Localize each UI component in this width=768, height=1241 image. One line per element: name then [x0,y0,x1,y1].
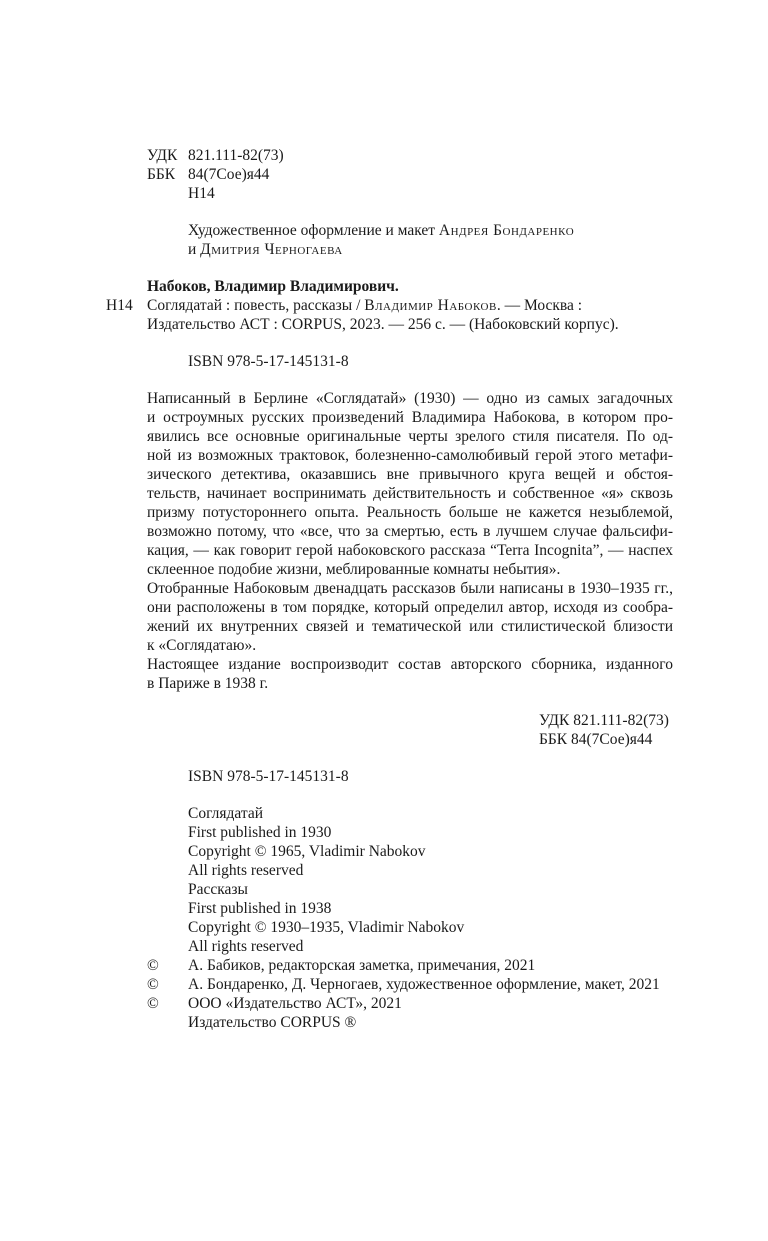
annotation-line: зического детектива, оказавшись вне привычного круга вещей и обстоя- [147,466,673,483]
annotation-p2-line: Отобранные Набоковым двенадцать рассказов были написаны в 1930–1935 гг., [147,580,673,597]
annotation-line: тельств, начинает воспринимать действительность и собственное «я» сквозь [147,485,673,502]
copyright-text: А. Бондаренко, Д. Черногаев, художественное оформление, макет, 2021 [188,976,660,993]
design-credit-prefix2: и [188,241,201,258]
udk-label: УДК [147,147,178,164]
annotation-line: и остроумных русских произведений Владимира Набокова, в котором про- [147,409,673,426]
annotation-line: явились все основные оригинальные черты зрелого стиля писателя. По од- [147,428,673,445]
rights-line: Соглядатай [188,805,264,822]
annotation-line: кация, — как говорит герой набоковского рассказа “Terra Incognita”, — наспех [147,542,673,559]
copyright-text: ООО «Издательство АСТ», 2021 [188,995,402,1012]
udk-right: УДК 821.111-82(73) [539,712,669,729]
designer-name-2: Дмитрия Черногаева [200,241,343,258]
copyright-text: А. Бабиков, редакторская заметка, примечания, 2021 [188,957,536,974]
design-credit-line2 [188,240,343,259]
annotation-line: ной из возможных трактовок, болезненно-самолюбивый герой этого метафи- [147,447,673,464]
author-heading: Набоков, Владимир Владимирович. [147,278,399,295]
annotation-p2-line: жений их внутренних связей и тематической или стилистической близости [147,618,673,635]
isbn-top: ISBN 978-5-17-145131-8 [188,353,349,370]
copyright-symbol: © [147,957,159,974]
biblio-title: Соглядатай : повесть, рассказы / [147,297,365,314]
author-mark: Н14 [188,185,215,202]
rights-line: First published in 1938 [188,900,332,917]
design-credit-prefix: Художественное оформление и макет [188,222,439,239]
design-credit-line1 [188,221,574,240]
biblio-line2: Издательство АСТ : CORPUS, 2023. — 256 с. — (Набоковский корпус). [147,316,619,333]
copyright-symbol: © [147,995,159,1012]
rights-line: Рассказы [188,881,248,898]
rights-line: All rights reserved [188,938,304,955]
annotation-line: возможно потому, что «все, что за смертью, есть в лучшем случае фальсифи- [147,523,673,540]
annotation-p2-last: к «Соглядатаю». [147,637,257,654]
annotation-p3-last: в Париже в 1938 г. [147,675,269,692]
biblio-author: Владимир Набоков [364,297,497,314]
annotation-line-last: склеенное подобие жизни, меблированные комнаты небытия». [147,561,561,578]
rights-line: Copyright © 1965, Vladimir Nabokov [188,843,426,860]
udk-value: 821.111-82(73) [188,147,284,164]
annotation-line: Написанный в Берлине «Соглядатай» (1930) — одно из самых загадочных [147,390,673,407]
bbk-label: ББК [147,166,176,183]
imprint: Издательство CORPUS ® [188,1014,357,1031]
designer-name: Андрея Бондаренко [438,222,575,239]
rights-line: First published in 1930 [188,824,332,841]
bbk-value: 84(7Сое)я44 [188,166,270,183]
isbn-bottom: ISBN 978-5-17-145131-8 [188,768,349,785]
biblio-line1 [147,296,582,315]
annotation-line: призму потустороннего опыта. Реальность больше не кажется незыблемой, [147,504,673,521]
rights-line: Copyright © 1930–1935, Vladimir Nabokov [188,919,465,936]
annotation-p2-line: они расположены в том порядке, который определил автор, исходя из сообра- [147,599,673,616]
rights-line: All rights reserved [188,862,304,879]
bbk-right: ББК 84(7Сое)я44 [539,731,653,748]
biblio-mark: Н14 [106,297,133,314]
annotation-p3-line: Настоящее издание воспроизводит состав авторского сборника, изданного [147,656,673,673]
biblio-place: . — Москва : [496,297,583,314]
copyright-symbol: © [147,976,159,993]
